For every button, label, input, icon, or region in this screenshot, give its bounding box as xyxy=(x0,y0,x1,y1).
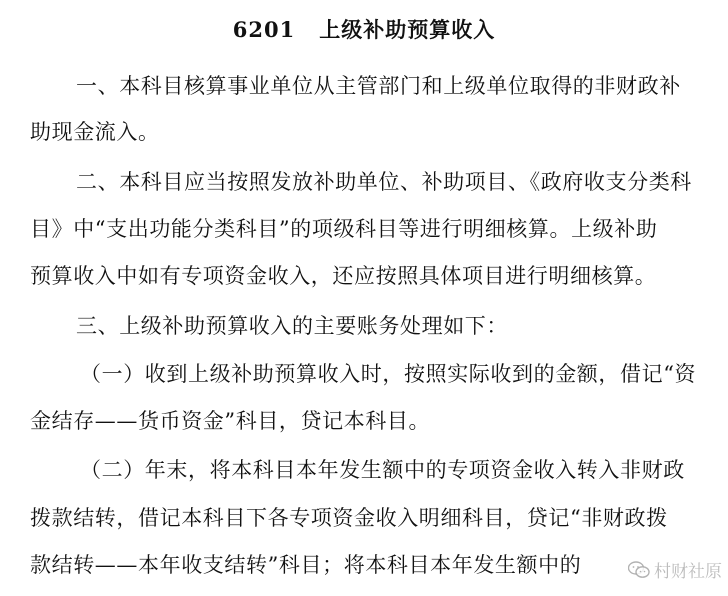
account-name: 上级补助预算收入 xyxy=(319,17,496,42)
paragraph-line: （一）收到上级补助预算收入时，按照实际收到的金额，借记“资 xyxy=(80,362,697,386)
wechat-logo-icon xyxy=(628,561,650,579)
paragraph-line: 款结转——本年收支结转”科目；将本科目本年发生额中的 xyxy=(30,553,582,577)
paragraph-line: （二）年末，将本科目本年发生额中的专项资金收入转入非财政 xyxy=(80,458,685,482)
watermark xyxy=(626,557,724,582)
paragraph-line: 三、上级补助预算收入的主要账务处理如下： xyxy=(76,314,508,338)
paragraph-line: 预算收入中如有专项资金收入，还应按照具体项目进行明细核算。 xyxy=(30,264,657,288)
watermark-text: 村财社原 xyxy=(654,562,722,582)
paragraph-line: 助现金流入。 xyxy=(30,120,160,144)
paragraph-line: 金结存——货币资金”科目，贷记本科目。 xyxy=(30,409,431,433)
paragraph-line: 一、本科目核算事业单位从主管部门和上级单位取得的非财政补 xyxy=(76,74,681,98)
paragraph-line: 目》中“支出功能分类科目”的项级科目等进行明细核算。上级补助 xyxy=(30,217,658,241)
document-title xyxy=(0,14,728,44)
account-code: 6201 xyxy=(232,17,296,42)
paragraph-line: 二、本科目应当按照发放补助单位、补助项目、《政府收支分类科 xyxy=(76,170,692,194)
paragraph-line: 拨款结转，借记本科目下各专项资金收入明细科目，贷记“非财政拨 xyxy=(30,506,668,530)
